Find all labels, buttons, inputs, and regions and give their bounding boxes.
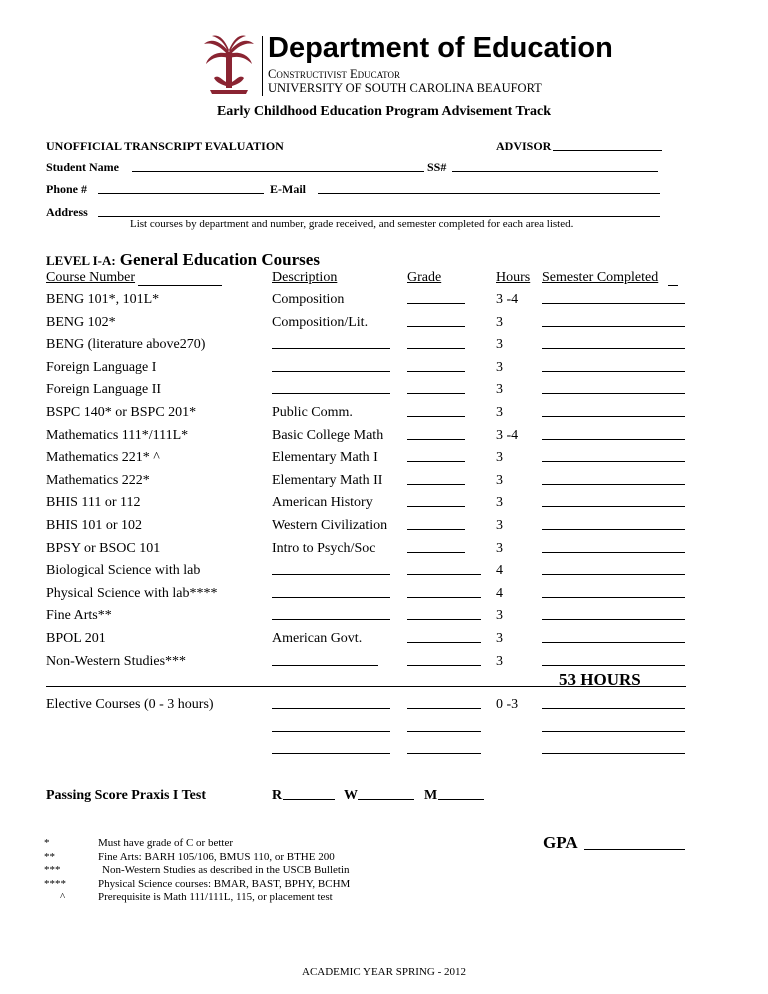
course-description-field[interactable] [272, 360, 390, 372]
course-semester-field[interactable] [542, 608, 685, 620]
course-number: BHIS 111 or 112 [46, 495, 141, 510]
course-number: Mathematics 221* ^ [46, 450, 160, 465]
course-grade-field[interactable] [407, 586, 481, 598]
course-number: Physical Science with lab**** [46, 586, 218, 601]
elective-grade-field[interactable] [407, 697, 481, 709]
address-field[interactable] [98, 216, 660, 217]
course-row [0, 405, 768, 427]
gpa-field[interactable] [584, 849, 685, 850]
praxis-m-label: M [424, 788, 438, 803]
course-number: Mathematics 222* [46, 473, 150, 488]
course-semester-field[interactable] [542, 586, 685, 598]
course-hours: 3 [496, 631, 503, 646]
elective-row-3 [0, 742, 768, 764]
col-description: Description [272, 270, 338, 285]
course-number: BPOL 201 [46, 631, 106, 646]
footnote-mark: *** [44, 864, 61, 876]
phone-field[interactable] [98, 193, 264, 194]
course-number: Foreign Language I [46, 360, 157, 375]
elective-description-field-2[interactable] [272, 720, 390, 732]
course-description-field[interactable] [272, 608, 390, 620]
course-semester-field[interactable] [542, 518, 685, 530]
course-description: Intro to Psych/Soc [272, 541, 376, 556]
course-description: Elementary Math II [272, 473, 383, 488]
course-number: BENG (literature above270) [46, 337, 206, 352]
course-hours: 3 [496, 473, 503, 488]
course-grade-field[interactable] [407, 518, 465, 530]
advisor-field[interactable] [553, 150, 662, 151]
department-subtitle-1: Constructivist Educator [268, 67, 400, 81]
logo-divider [262, 36, 263, 96]
course-hours: 3 [496, 337, 503, 352]
course-description: Elementary Math I [272, 450, 378, 465]
palmetto-tree-icon [204, 36, 254, 94]
course-row [0, 337, 768, 359]
course-grade-field[interactable] [407, 360, 465, 372]
course-description: American History [272, 495, 373, 510]
course-hours: 3 [496, 382, 503, 397]
address-label: Address [46, 205, 88, 219]
footnote-text: Prerequisite is Math 111/111L, 115, or placement test [98, 891, 333, 903]
course-description-field[interactable] [272, 563, 390, 575]
course-row [0, 473, 768, 495]
department-subtitle-2: UNIVERSITY OF SOUTH CAROLINA BEAUFORT [268, 81, 542, 95]
course-row [0, 518, 768, 540]
praxis-label: Passing Score Praxis I Test [46, 788, 206, 803]
course-semester-field[interactable] [542, 541, 685, 553]
praxis-m-field[interactable] [438, 788, 484, 800]
course-semester-field[interactable] [542, 405, 685, 417]
instructions-text: List courses by department and number, grade received, and semester completed for each area listed. [130, 218, 574, 230]
praxis-w-field[interactable] [358, 788, 414, 800]
university-logo [200, 34, 258, 96]
praxis-row [0, 788, 768, 810]
elective-semester-field[interactable] [542, 697, 685, 709]
footnote-mark: ^ [60, 891, 66, 903]
course-row [0, 315, 768, 337]
course-grade-field[interactable] [407, 382, 465, 394]
course-semester-field[interactable] [542, 292, 685, 304]
course-hours: 3 -4 [496, 292, 519, 307]
course-grade-field[interactable] [407, 428, 465, 440]
course-number: Biological Science with lab [46, 563, 201, 578]
course-semester-field[interactable] [542, 473, 685, 485]
course-hours: 3 [496, 608, 503, 623]
course-description: Western Civilization [272, 518, 388, 533]
course-row [0, 563, 768, 585]
course-grade-field[interactable] [407, 608, 481, 620]
ss-label: SS# [427, 160, 447, 174]
course-number: Fine Arts** [46, 608, 112, 623]
footnote-mark: * [44, 837, 50, 849]
level-heading [46, 250, 320, 270]
column-headers [0, 270, 768, 292]
elective-description-field[interactable] [272, 697, 390, 709]
course-semester-field[interactable] [542, 428, 685, 440]
elective-semester-field-3[interactable] [542, 742, 685, 754]
course-number: BPSY or BSOC 101 [46, 541, 161, 556]
course-grade-field[interactable] [407, 541, 465, 553]
elective-hours: 0 -3 [496, 697, 519, 712]
course-number: BENG 101*, 101L* [46, 292, 160, 307]
track-title: Early Childhood Education Program Advisement Track [216, 104, 552, 119]
footnote-text: Non-Western Studies as described in the USCB Bulletin [102, 864, 350, 876]
gpa-label: GPA [543, 833, 578, 852]
course-grade-field[interactable] [407, 631, 481, 643]
course-row [0, 654, 768, 676]
course-hours: 3 [496, 654, 503, 669]
footnote-text: Must have grade of C or better [98, 837, 234, 849]
email-label: E-Mail [270, 182, 306, 196]
course-semester-field[interactable] [542, 563, 685, 575]
email-field[interactable] [318, 193, 660, 194]
footer-academic-year: ACADEMIC YEAR SPRING - 2012 [302, 966, 466, 978]
col-hours: Hours [496, 270, 531, 285]
elective-row-2 [0, 720, 768, 742]
course-grade-field[interactable] [407, 405, 465, 417]
course-number: BENG 102* [46, 315, 116, 330]
course-description: Basic College Math [272, 428, 384, 443]
course-grade-field[interactable] [407, 563, 481, 575]
footnote-text: Fine Arts: BARH 105/106, BMUS 110, or BTHE 200 [98, 851, 335, 863]
level-prefix: LEVEL I-A: [46, 253, 116, 268]
student-name-label: Student Name [46, 160, 120, 174]
elective-grade-field-3[interactable] [407, 742, 481, 754]
course-hours: 3 [496, 541, 503, 556]
course-semester-field[interactable] [542, 382, 685, 394]
course-row [0, 608, 768, 630]
student-name-field[interactable] [132, 171, 424, 172]
course-semester-field[interactable] [542, 315, 685, 327]
elective-semester-field-2[interactable] [542, 720, 685, 732]
col-course-number: Course Number [46, 270, 136, 285]
course-hours: 3 [496, 495, 503, 510]
course-row [0, 360, 768, 382]
course-hours: 4 [496, 563, 503, 578]
course-semester-field[interactable] [542, 654, 685, 666]
course-description: Public Comm. [272, 405, 353, 420]
footnote-mark: ** [44, 851, 55, 863]
course-semester-field[interactable] [542, 495, 685, 507]
course-semester-field[interactable] [542, 631, 685, 643]
course-hours: 3 [496, 360, 503, 375]
course-semester-field[interactable] [542, 360, 685, 372]
course-row [0, 450, 768, 472]
course-number: Mathematics 111*/111L* [46, 428, 189, 443]
course-row [0, 495, 768, 517]
course-number: BHIS 101 or 102 [46, 518, 143, 533]
course-row [0, 631, 768, 653]
unofficial-label: UNOFFICIAL TRANSCRIPT EVALUATION [46, 139, 284, 153]
course-description-field[interactable] [272, 654, 378, 666]
elective-grade-field-2[interactable] [407, 720, 481, 732]
level-title: General Education Courses [119, 250, 320, 269]
col-semester: Semester Completed [542, 270, 659, 285]
course-hours: 3 -4 [496, 428, 519, 443]
course-hours: 3 [496, 450, 503, 465]
course-grade-field[interactable] [407, 654, 481, 666]
course-grade-field[interactable] [407, 450, 465, 462]
ss-field[interactable] [452, 171, 658, 172]
col-grade: Grade [407, 270, 442, 285]
course-number: Non-Western Studies*** [46, 654, 187, 669]
course-hours: 3 [496, 518, 503, 533]
course-description-field[interactable] [272, 337, 390, 349]
course-grade-field[interactable] [407, 292, 465, 304]
course-row [0, 292, 768, 314]
course-grade-field[interactable] [407, 473, 465, 485]
course-description: American Govt. [272, 631, 363, 646]
praxis-r-label: R [272, 788, 283, 803]
course-grade-field[interactable] [407, 337, 465, 349]
praxis-w-label: W [344, 788, 358, 803]
course-semester-field[interactable] [542, 450, 685, 462]
praxis-r-field[interactable] [283, 788, 335, 800]
course-semester-field[interactable] [542, 337, 685, 349]
phone-label: Phone # [46, 182, 88, 196]
course-description-field[interactable] [272, 586, 390, 598]
course-hours: 3 [496, 315, 503, 330]
course-number: Foreign Language II [46, 382, 162, 397]
elective-description-field-3[interactable] [272, 742, 390, 754]
course-row [0, 428, 768, 450]
course-grade-field[interactable] [407, 495, 465, 507]
course-row [0, 382, 768, 404]
course-description: Composition/Lit. [272, 315, 369, 330]
elective-row [0, 697, 768, 719]
course-description-field[interactable] [272, 382, 390, 394]
course-number: BSPC 140* or BSPC 201* [46, 405, 197, 420]
footnote-mark: **** [44, 878, 66, 890]
course-hours: 4 [496, 586, 503, 601]
course-row [0, 541, 768, 563]
course-grade-field[interactable] [407, 315, 465, 327]
course-description: Composition [272, 292, 345, 307]
total-hours: 53 HOURS [559, 670, 641, 689]
department-title: Department of Education [268, 32, 613, 64]
footnote-text: Physical Science courses: BMAR, BAST, BPHY, BCHM [98, 878, 351, 890]
elective-label: Elective Courses (0 - 3 hours) [46, 697, 214, 712]
advisor-label: ADVISOR [496, 139, 552, 153]
course-hours: 3 [496, 405, 503, 420]
course-row [0, 586, 768, 608]
